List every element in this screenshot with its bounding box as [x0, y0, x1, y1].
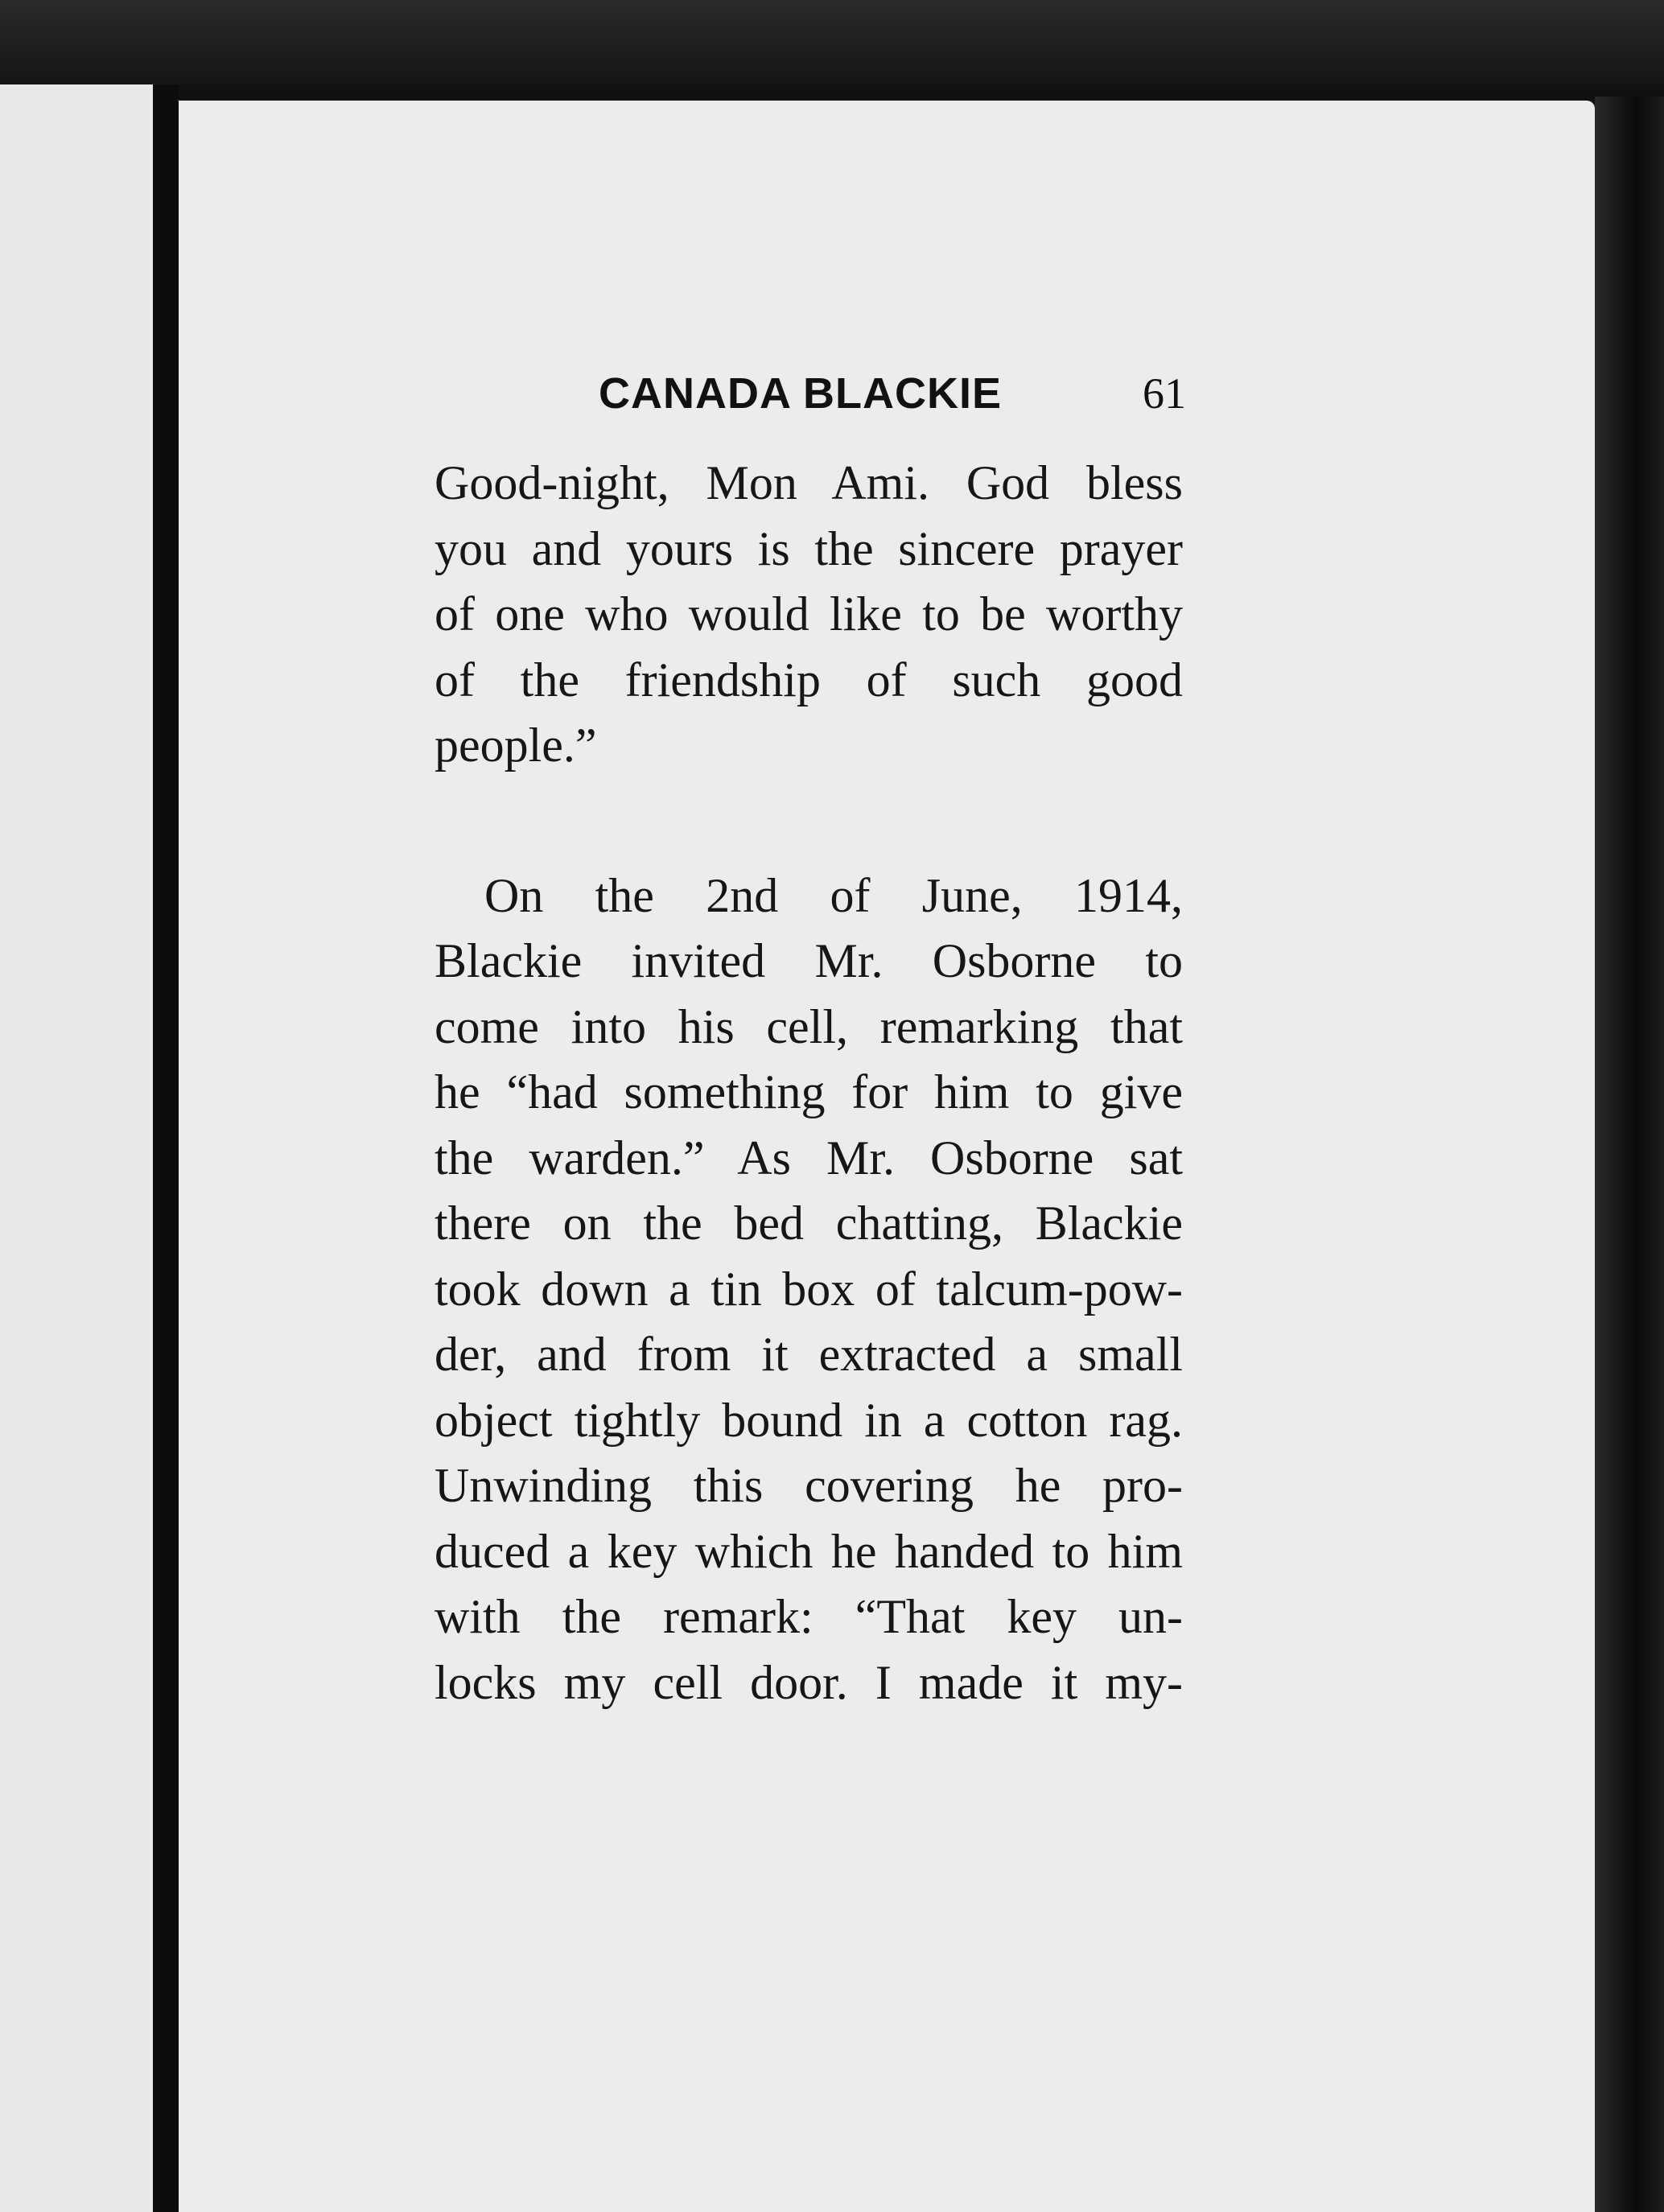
text-line: duced a key which he handed to him — [435, 1524, 1183, 1578]
running-head-title: CANADA BLACKIE — [599, 369, 1002, 418]
text-line: Good-night, Mon Ami. God bless — [435, 456, 1183, 509]
text-line: people.” — [435, 719, 597, 772]
text-line: object tightly bound in a cotton rag. — [435, 1393, 1183, 1447]
text-line: of the friendship of such good — [435, 653, 1183, 706]
text-line: took down a tin box of talcum-pow- — [435, 1262, 1183, 1316]
text-line: On the 2nd of June, 1914, — [484, 868, 1183, 922]
text-line: come into his cell, remarking that — [435, 999, 1183, 1053]
text-line: the warden.” As Mr. Osborne sat — [435, 1131, 1183, 1184]
scanner-top-band — [0, 0, 1664, 84]
book-gutter — [153, 84, 179, 2212]
paragraph-2 — [435, 863, 1183, 1716]
text-line: there on the bed chatting, Blackie — [435, 1197, 1183, 1250]
facing-page-edge — [0, 84, 153, 2212]
running-head — [0, 266, 1664, 418]
paragraph-gap — [435, 779, 1183, 863]
page-number: 61 — [1143, 369, 1186, 418]
paragraph-1 — [435, 451, 1183, 779]
text-line: of one who would like to be worthy — [435, 587, 1183, 641]
text-line: you and yours is the sincere prayer — [435, 521, 1183, 575]
text-line: he “had something for him to give — [435, 1065, 1183, 1118]
text-line: Unwinding this covering he pro- — [435, 1459, 1183, 1512]
text-line: Blackie invited Mr. Osborne to — [435, 934, 1183, 987]
text-line: with the remark: “That key un- — [435, 1590, 1183, 1643]
text-line: der, and from it extracted a small — [435, 1328, 1183, 1381]
body-text — [435, 451, 1183, 1716]
page-fore-edge — [1595, 97, 1664, 2212]
text-line: locks my cell door. I made it my- — [435, 1655, 1183, 1709]
